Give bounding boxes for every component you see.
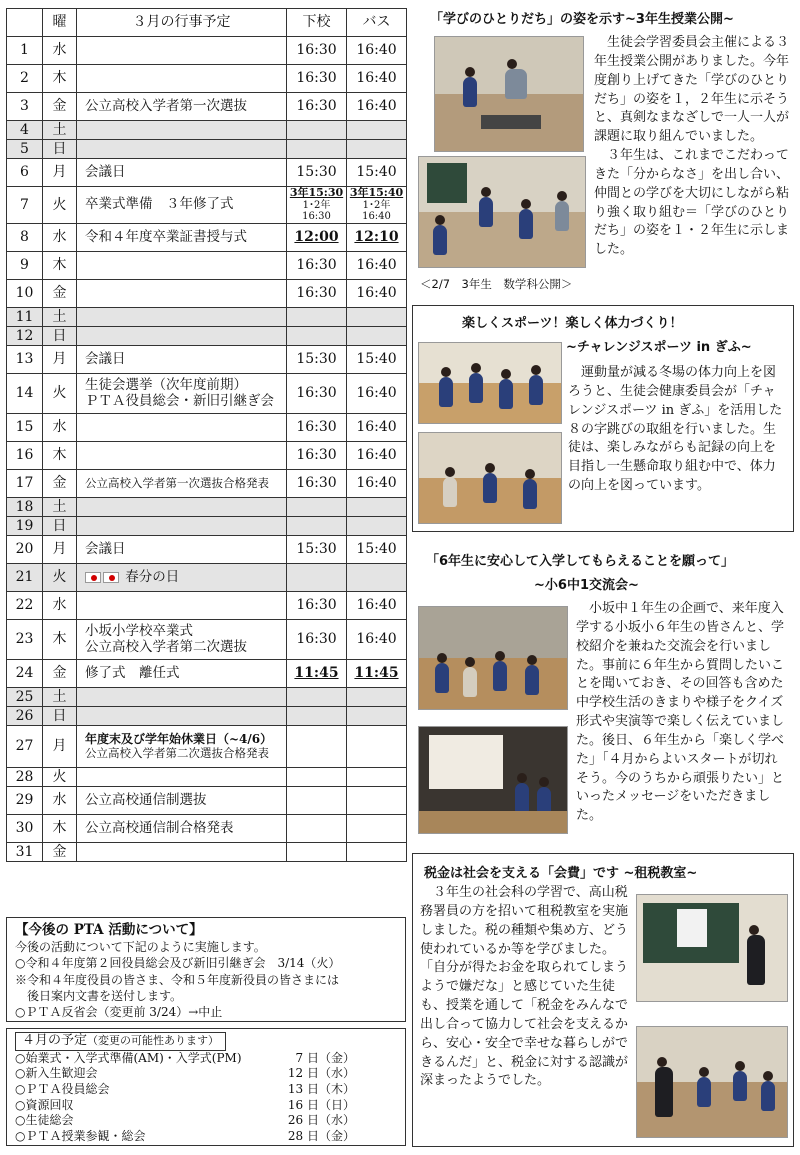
schedule-row-holiday: [7, 564, 407, 592]
schedule-row: [7, 768, 407, 787]
bus-time: [347, 498, 407, 517]
weekday: 木: [43, 252, 77, 280]
day-number: 30: [7, 815, 43, 843]
april-item: ○始業式・入学式準備(AM)・入学式(PM) 7 日（金）: [15, 1050, 355, 1065]
bus-time: [347, 688, 407, 707]
geko-time: [287, 327, 347, 346]
day-number: 23: [7, 620, 43, 660]
event-cell: 会議日: [77, 159, 287, 187]
bus-time: 16:40: [347, 414, 407, 442]
japan-flag-icon: [103, 572, 119, 583]
day-number: 12: [7, 327, 43, 346]
schedule-row-weekend: [7, 121, 407, 140]
day-number: 25: [7, 688, 43, 707]
april-schedule-box: [6, 1028, 406, 1146]
day-number: 28: [7, 768, 43, 787]
schedule-row: [7, 346, 407, 374]
day-number: 26: [7, 707, 43, 726]
schedule-row: [7, 280, 407, 308]
weekday: 土: [43, 121, 77, 140]
event-cell: [77, 768, 287, 787]
bus-time: 16:40: [347, 592, 407, 620]
article4-title: 税金は社会を支える「会費」です ~租税教室~: [424, 866, 698, 881]
bus-time: [347, 308, 407, 327]
article3-text: 小坂中１年生の企画で、来年度入学する小坂小６年生の皆さんと、学校紹介を兼ねた交流会を行いました。事前に６年生から質問したいことを聞いておき、その回答も含めた中学校生活のきまりや様子をクイズ形式や実演等で楽しく伝えていました。後日、６年生から「楽しく学べた」「４月からよいスタートが切れそう。今のうちから頑張りたい」といったメッセージをいただきました。: [576, 601, 785, 824]
classroom-photo-1: [434, 36, 584, 152]
geko-time: [287, 787, 347, 815]
schedule-header-row: [7, 9, 407, 37]
weekday: 金: [43, 93, 77, 121]
bus-time: 15:40: [347, 346, 407, 374]
article3-title: 「6年生に安心して入学してもらえることを願って」: [426, 554, 735, 569]
day-number: 8: [7, 224, 43, 252]
article3-subtitle: ~小6中1交流会~: [534, 578, 639, 593]
bus-time: [347, 787, 407, 815]
weekday: 水: [43, 592, 77, 620]
april-item: ○ＰＴＡ役員総会 13 日（木）: [15, 1082, 355, 1097]
bus-time: [347, 707, 407, 726]
article2-title: 楽しくスポーツ！楽しく体力づくり！: [462, 316, 683, 331]
gym-photo-1: [418, 342, 562, 424]
pta-line: ○令和４年度第２回役員総会及び新旧引継ぎ会 3/14（火）: [15, 956, 341, 971]
schedule-row: [7, 37, 407, 65]
schedule-row: [7, 592, 407, 620]
geko-time: 12:00: [287, 224, 347, 252]
event-cell: [77, 121, 287, 140]
event-cell: 年度末及び学年始休業日（~4/6） 公立高校入学者第二次選抜合格発表: [77, 726, 287, 768]
event-cell: 公立高校通信制選抜: [77, 787, 287, 815]
day-number: 13: [7, 346, 43, 374]
event-cell: [77, 414, 287, 442]
geko-time: 16:30: [287, 93, 347, 121]
day-number: 21: [7, 564, 43, 592]
weekday: 金: [43, 280, 77, 308]
schedule-row: [7, 843, 407, 862]
event-cell: 生徒会選挙（次年度前期） ＰＴＡ役員総会・新旧引継ぎ会: [77, 374, 287, 414]
bus-time: [347, 815, 407, 843]
day-number: 2: [7, 65, 43, 93]
geko-time: 16:30: [287, 252, 347, 280]
april-item: ○資源回収 16 日（日）: [15, 1097, 355, 1112]
bus-time: 16:40: [347, 470, 407, 498]
schedule-row: [7, 815, 407, 843]
geko-time: 16:30: [287, 374, 347, 414]
geko-time: [287, 121, 347, 140]
bus-time: 16:40: [347, 374, 407, 414]
pta-line: 後日案内文書を送付します。: [27, 988, 183, 1003]
day-number: 1: [7, 37, 43, 65]
tax-class-photo-2: [636, 1026, 788, 1138]
header-geko: 下校: [287, 9, 347, 37]
schedule-row: [7, 536, 407, 564]
weekday: 水: [43, 787, 77, 815]
event-cell: 公立高校入学者第一次選抜合格発表: [77, 470, 287, 498]
weekday: 月: [43, 346, 77, 374]
schedule-row: [7, 374, 407, 414]
article4-text: ３年生の社会科の学習で、高山税務署員の方を招いて租税教室を実施しました。税の種類や集め方、どう使われているか等を学びました。「自分が得たお金を取られてしまうようで嫌だな」と感じていた生徒も、授業を通して「税金をみんなで出し合って協力して社会を支えるから、安心・安全で幸せな暮らしができるんだ」と、税金に対する認識が深まったようでした。: [420, 885, 629, 1089]
geko-time: [287, 564, 347, 592]
april-item: ○新入生歓迎会 12 日（水）: [15, 1066, 355, 1081]
geko-time: [287, 498, 347, 517]
geko-time: [287, 707, 347, 726]
weekday: 火: [43, 564, 77, 592]
article1-text: 生徒会学習委員会主催による３年生授業公開がありました。今年度創り上げてきた「学びのひとりだち」の姿を１，２年生に示そうと、真剣なまなざしで一人一人が課題に取り組んでいました。 ３年生は、これまでこだわってきた「分からなさ」を出し合い、仲間との学びを大切にしながら粘り強く取り組む＝「学びのひとりだち」の姿を１・２年生に示しました。: [594, 35, 790, 258]
day-number: 18: [7, 498, 43, 517]
classroom-photo-2: [418, 156, 586, 268]
event-cell: 会議日: [77, 346, 287, 374]
schedule-row: [7, 726, 407, 768]
weekday: 日: [43, 140, 77, 159]
schedule-row: [7, 65, 407, 93]
weekday: 日: [43, 517, 77, 536]
bus-time: [347, 140, 407, 159]
event-cell: [77, 442, 287, 470]
geko-time: 15:30: [287, 159, 347, 187]
japan-flag-icon: [85, 572, 101, 583]
event-cell: [77, 37, 287, 65]
geko-time: [287, 688, 347, 707]
event-cell: 会議日: [77, 536, 287, 564]
poster: [677, 909, 707, 947]
weekday: 日: [43, 327, 77, 346]
schedule-row: [7, 414, 407, 442]
day-number: 29: [7, 787, 43, 815]
bus-time: 15:40: [347, 159, 407, 187]
schedule-row-weekend: [7, 327, 407, 346]
weekday: 日: [43, 707, 77, 726]
geko-time: 16:30: [287, 280, 347, 308]
day-number: 14: [7, 374, 43, 414]
event-cell: [77, 252, 287, 280]
weekday: 月: [43, 536, 77, 564]
exchange-photo-2: [418, 726, 568, 834]
header-bus: バス: [347, 9, 407, 37]
april-item: ○ＰＴＡ授業参観・総会 28 日（金）: [15, 1128, 355, 1143]
bus-time: [347, 517, 407, 536]
event-cell: 公立高校入学者第一次選抜: [77, 93, 287, 121]
geko-time: 3年15:30 1･2年16:30: [287, 187, 347, 224]
day-number: 9: [7, 252, 43, 280]
geko-time: 16:30: [287, 620, 347, 660]
event-cell: [77, 280, 287, 308]
header-weekday: 曜: [43, 9, 77, 37]
event-cell: [77, 707, 287, 726]
weekday: 金: [43, 843, 77, 862]
weekday: 金: [43, 470, 77, 498]
weekday: 火: [43, 374, 77, 414]
day-number: 15: [7, 414, 43, 442]
event-cell: [77, 592, 287, 620]
event-cell: 卒業式準備 ３年修了式: [77, 187, 287, 224]
schedule-row: [7, 470, 407, 498]
geko-time: [287, 843, 347, 862]
pta-line: ○ＰＴＡ反省会（変更前 3/24）→中止: [15, 1004, 223, 1019]
event-cell: [77, 65, 287, 93]
schedule-row: [7, 442, 407, 470]
bus-time: [347, 327, 407, 346]
schedule-row-weekend: [7, 517, 407, 536]
schedule-row-weekend: [7, 707, 407, 726]
bus-time: 16:40: [347, 37, 407, 65]
day-number: 19: [7, 517, 43, 536]
event-cell: 修了式 離任式: [77, 660, 287, 688]
day-number: 11: [7, 308, 43, 327]
geko-time: 16:30: [287, 65, 347, 93]
geko-time: [287, 815, 347, 843]
bus-time: 12:10: [347, 224, 407, 252]
weekday: 水: [43, 414, 77, 442]
article2-text: 運動量が減る冬場の体力向上を図ろうと、生徒会健康委員会が「チャレンジスポーツ in ぎふ」を活用した８の字跳びの取組を行いました。生徒は、楽しみながらも記録の向上を目指し一生懸命取り組む中で、体力の向上を図っています。: [568, 365, 783, 494]
bus-time: 16:40: [347, 65, 407, 93]
event-cell: [77, 688, 287, 707]
chalkboard-icon: [427, 163, 467, 203]
day-number: 16: [7, 442, 43, 470]
event-cell: [77, 517, 287, 536]
weekday: 水: [43, 37, 77, 65]
bus-time: 3年15:40 1･2年16:40: [347, 187, 407, 224]
tax-class-photo-1: [636, 894, 788, 1002]
event-cell: [77, 498, 287, 517]
bus-time: [347, 843, 407, 862]
weekday: 土: [43, 688, 77, 707]
bus-time: 16:40: [347, 620, 407, 660]
pta-intro: 今後の活動について下記のように実施します。: [15, 940, 266, 955]
schedule-row-weekend: [7, 308, 407, 327]
geko-time: [287, 726, 347, 768]
day-number: 5: [7, 140, 43, 159]
schedule-row: [7, 620, 407, 660]
geko-time: [287, 517, 347, 536]
bus-time: [347, 726, 407, 768]
header-day: [7, 9, 43, 37]
weekday: 木: [43, 815, 77, 843]
header-event: ３月の行事予定: [77, 9, 287, 37]
bus-time: [347, 768, 407, 787]
weekday: 木: [43, 620, 77, 660]
schedule-row: [7, 252, 407, 280]
pta-activities-box: [6, 917, 406, 1022]
schedule-row-weekend: [7, 688, 407, 707]
bus-time: 11:45: [347, 660, 407, 688]
march-schedule-table: [6, 8, 407, 862]
gym-photo-2: [418, 432, 562, 524]
event-cell: 小坂小学校卒業式 公立高校入学者第二次選抜: [77, 620, 287, 660]
projector-screen: [429, 735, 503, 789]
bus-time: [347, 121, 407, 140]
event-cell: [77, 843, 287, 862]
bus-time: 16:40: [347, 252, 407, 280]
exchange-photo-1: [418, 606, 568, 710]
april-item: ○生徒総会 26 日（水）: [15, 1113, 355, 1128]
day-number: 3: [7, 93, 43, 121]
geko-time: 16:30: [287, 592, 347, 620]
day-number: 4: [7, 121, 43, 140]
day-number: 27: [7, 726, 43, 768]
weekday: 木: [43, 65, 77, 93]
geko-time: [287, 768, 347, 787]
geko-time: 15:30: [287, 346, 347, 374]
schedule-row-weekend: [7, 140, 407, 159]
bus-time: [347, 564, 407, 592]
event-cell: [77, 308, 287, 327]
event-cell: 公立高校通信制合格発表: [77, 815, 287, 843]
event-cell: [77, 327, 287, 346]
event-cell: 令和４年度卒業証書授与式: [77, 224, 287, 252]
bus-time: 16:40: [347, 442, 407, 470]
weekday: 水: [43, 224, 77, 252]
event-cell: 春分の日: [77, 564, 287, 592]
geko-time: 15:30: [287, 536, 347, 564]
article2-subtitle: ~チャレンジスポーツ in ぎふ~: [566, 340, 752, 355]
pta-line: ※令和４年度役員の皆さま、令和５年度新役員の皆さまには: [15, 972, 340, 987]
bus-time: 15:40: [347, 536, 407, 564]
day-number: 7: [7, 187, 43, 224]
geko-time: 11:45: [287, 660, 347, 688]
geko-time: [287, 140, 347, 159]
schedule-row: [7, 187, 407, 224]
weekday: 土: [43, 498, 77, 517]
day-number: 17: [7, 470, 43, 498]
weekday: 月: [43, 726, 77, 768]
weekday: 木: [43, 442, 77, 470]
schedule-row-weekend: [7, 498, 407, 517]
bus-time: 16:40: [347, 93, 407, 121]
day-number: 20: [7, 536, 43, 564]
event-cell: [77, 140, 287, 159]
april-heading: ４月の予定（変更の可能性あります）: [15, 1032, 226, 1051]
day-number: 6: [7, 159, 43, 187]
pta-heading: 【今後の PTA 活動について】: [15, 922, 203, 938]
weekday: 土: [43, 308, 77, 327]
geko-time: 16:30: [287, 37, 347, 65]
geko-time: 16:30: [287, 414, 347, 442]
weekday: 火: [43, 768, 77, 787]
schedule-row: [7, 93, 407, 121]
schedule-row: [7, 787, 407, 815]
bus-time: 16:40: [347, 280, 407, 308]
geko-time: 16:30: [287, 470, 347, 498]
day-number: 10: [7, 280, 43, 308]
geko-time: 16:30: [287, 442, 347, 470]
day-number: 24: [7, 660, 43, 688]
weekday: 火: [43, 187, 77, 224]
schedule-row: [7, 159, 407, 187]
day-number: 31: [7, 843, 43, 862]
weekday: 金: [43, 660, 77, 688]
article1-title: 「学びのひとりだち」の姿を示す~3年生授業公開~: [430, 12, 734, 27]
laptop-icon: [481, 115, 541, 129]
weekday: 月: [43, 159, 77, 187]
schedule-row: [7, 224, 407, 252]
schedule-row: [7, 660, 407, 688]
day-number: 22: [7, 592, 43, 620]
geko-time: [287, 308, 347, 327]
article1-caption: ＜2/7 3年生 数学科公開＞: [420, 277, 573, 291]
